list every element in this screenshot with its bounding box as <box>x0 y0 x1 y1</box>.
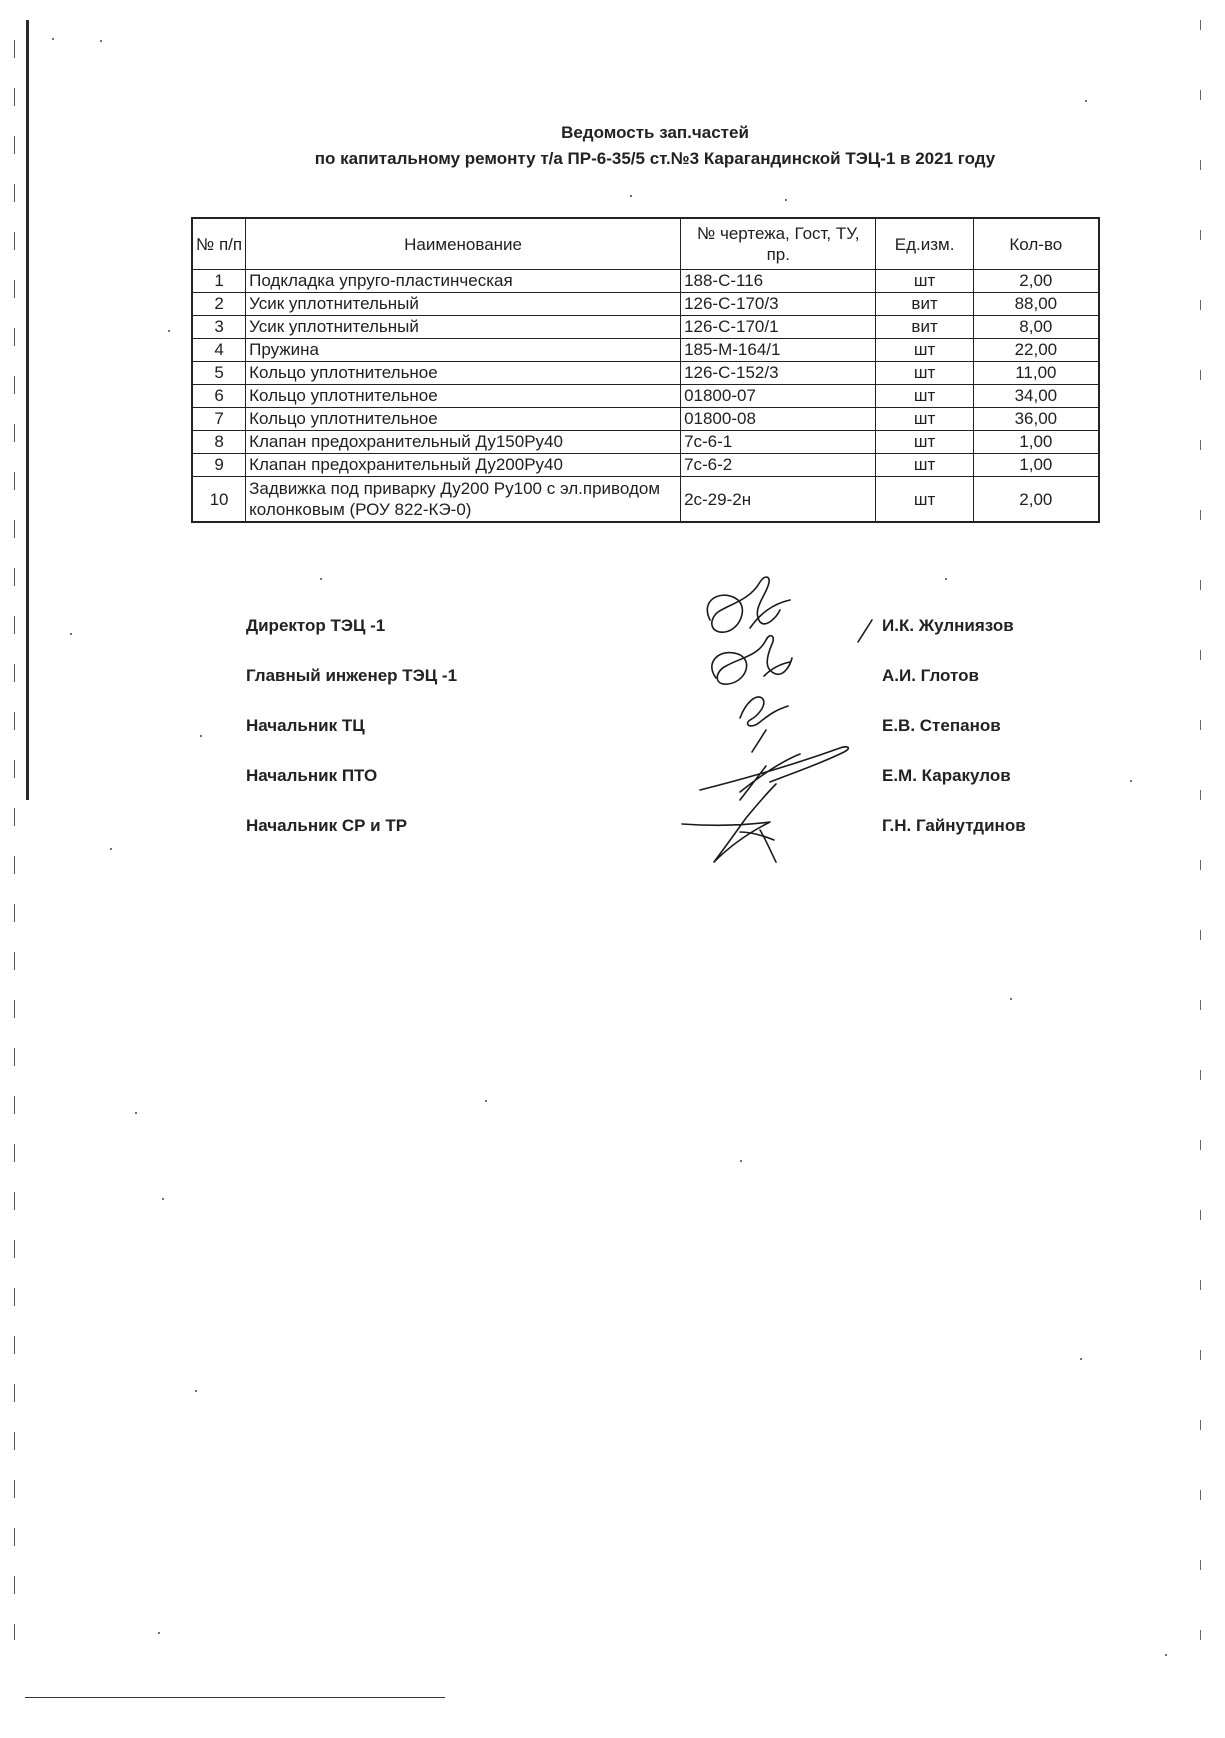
signatory-row <box>246 766 1106 794</box>
cell-num: 6 <box>192 385 246 408</box>
cell-qty: 88,00 <box>973 293 1099 316</box>
cell-drawing: 7с-6-2 <box>681 454 876 477</box>
header-unit: Ед.изм. <box>876 218 973 270</box>
cell-num: 3 <box>192 316 246 339</box>
table-row <box>192 385 1099 408</box>
cell-unit: вит <box>876 316 973 339</box>
scan-speck <box>158 1632 160 1634</box>
cell-name: Клапан предохранительный Ду150Ру40 <box>246 431 681 454</box>
scan-speck <box>195 1390 197 1392</box>
table-header-row <box>192 218 1099 270</box>
cell-qty: 22,00 <box>973 339 1099 362</box>
cell-qty: 2,00 <box>973 270 1099 293</box>
cell-num: 5 <box>192 362 246 385</box>
scan-speck <box>1085 100 1087 102</box>
cell-num: 9 <box>192 454 246 477</box>
scan-speck <box>785 199 787 201</box>
scan-speck <box>135 1112 137 1114</box>
cell-drawing: 188-С-116 <box>681 270 876 293</box>
title-line-2: по капитальному ремонту т/а ПР-6-35/5 ст.№3 Карагандинской ТЭЦ-1 в 2021 году <box>314 149 996 168</box>
scan-speck <box>110 848 112 850</box>
scan-speck <box>70 633 72 635</box>
cell-unit: шт <box>876 362 973 385</box>
cell-drawing: 01800-07 <box>681 385 876 408</box>
signatory-name: Е.М. Каракулов <box>882 766 1011 785</box>
table-row <box>192 270 1099 293</box>
signatory-row <box>246 616 1106 644</box>
scan-speck <box>320 578 322 580</box>
cell-num: 1 <box>192 270 246 293</box>
scan-edge-right-dashes <box>1200 20 1201 1700</box>
signature-chief-engineer <box>712 636 792 685</box>
scan-speck <box>945 578 947 580</box>
table-row <box>192 293 1099 316</box>
title-line-1: Ведомость зап.частей <box>561 123 749 142</box>
cell-unit: шт <box>876 431 973 454</box>
cell-name: Кольцо уплотнительное <box>246 408 681 431</box>
scan-edge-left-dashes <box>14 40 15 1640</box>
signatory-row <box>246 716 1106 744</box>
signature-head-pto <box>700 747 848 800</box>
scan-speck <box>168 330 170 332</box>
signatory-position: Директор ТЭЦ -1 <box>246 616 386 635</box>
header-qty: Кол-во <box>973 218 1099 270</box>
cell-name: Усик уплотнительный <box>246 293 681 316</box>
signatory-name: А.И. Глотов <box>882 666 979 685</box>
cell-num: 10 <box>192 477 246 523</box>
cell-unit: шт <box>876 385 973 408</box>
cell-num: 2 <box>192 293 246 316</box>
cell-unit: шт <box>876 408 973 431</box>
cell-drawing: 7с-6-1 <box>681 431 876 454</box>
cell-qty: 2,00 <box>973 477 1099 523</box>
scan-speck <box>162 1198 164 1200</box>
cell-qty: 11,00 <box>973 362 1099 385</box>
cell-unit: шт <box>876 339 973 362</box>
cell-drawing: 126-С-152/3 <box>681 362 876 385</box>
cell-drawing: 2с-29-2н <box>681 477 876 523</box>
table-row <box>192 339 1099 362</box>
header-drawing: № чертежа, Гост, ТУ, пр. <box>681 218 876 270</box>
table-row <box>192 477 1099 523</box>
document-title <box>190 120 1120 172</box>
cell-name: Подкладка упруго-пластинческая <box>246 270 681 293</box>
signatory-row <box>246 666 1106 694</box>
signatory-name: И.К. Жулниязов <box>882 616 1014 635</box>
cell-name: Пружина <box>246 339 681 362</box>
signatory-name: Е.В. Степанов <box>882 716 1001 735</box>
signatory-position: Начальник ПТО <box>246 766 378 785</box>
spare-parts-table <box>191 217 1100 523</box>
signature-head-tc <box>740 697 788 752</box>
cell-qty: 34,00 <box>973 385 1099 408</box>
header-name: Наименование <box>246 218 681 270</box>
scan-speck <box>630 195 632 197</box>
cell-qty: 36,00 <box>973 408 1099 431</box>
signatory-position: Начальник СР и ТР <box>246 816 408 835</box>
table-row <box>192 316 1099 339</box>
cell-num: 4 <box>192 339 246 362</box>
signatory-name: Г.Н. Гайнутдинов <box>882 816 1026 835</box>
cell-drawing: 185-М-164/1 <box>681 339 876 362</box>
scan-speck <box>740 1160 742 1162</box>
signatories-block <box>246 616 1106 856</box>
scan-speck <box>100 40 102 42</box>
cell-drawing: 01800-08 <box>681 408 876 431</box>
cell-unit: вит <box>876 293 973 316</box>
cell-name: Усик уплотнительный <box>246 316 681 339</box>
cell-drawing: 126-С-170/3 <box>681 293 876 316</box>
cell-drawing: 126-С-170/1 <box>681 316 876 339</box>
handwritten-signatures <box>680 570 910 880</box>
cell-unit: шт <box>876 477 973 523</box>
table-row <box>192 431 1099 454</box>
scan-speck <box>52 38 54 40</box>
cell-unit: шт <box>876 270 973 293</box>
header-num: № п/п <box>192 218 246 270</box>
scan-speck <box>1010 998 1012 1000</box>
signatory-row <box>246 816 1106 844</box>
signature-director <box>707 577 872 642</box>
scan-speck <box>1080 1358 1082 1360</box>
cell-qty: 8,00 <box>973 316 1099 339</box>
signatory-position: Начальник ТЦ <box>246 716 365 735</box>
cell-name: Кольцо уплотнительное <box>246 385 681 408</box>
cell-name: Задвижка под приварку Ду200 Ру100 с эл.приводом колонковым (РОУ 822-КЭ-0) <box>246 477 681 523</box>
scan-speck <box>1130 780 1132 782</box>
cell-qty: 1,00 <box>973 454 1099 477</box>
scan-speck <box>200 735 202 737</box>
cell-qty: 1,00 <box>973 431 1099 454</box>
scan-bottom-line <box>25 1697 445 1698</box>
scan-speck <box>1165 1654 1167 1656</box>
signatory-position: Главный инженер ТЭЦ -1 <box>246 666 458 685</box>
cell-num: 7 <box>192 408 246 431</box>
cell-name: Кольцо уплотнительное <box>246 362 681 385</box>
table-row <box>192 362 1099 385</box>
scan-speck <box>485 1100 487 1102</box>
cell-name: Клапан предохранительный Ду200Ру40 <box>246 454 681 477</box>
table-row <box>192 408 1099 431</box>
cell-num: 8 <box>192 431 246 454</box>
table-row <box>192 454 1099 477</box>
scan-edge-left <box>26 20 29 800</box>
signature-head-sr-tr <box>682 784 776 862</box>
cell-unit: шт <box>876 454 973 477</box>
